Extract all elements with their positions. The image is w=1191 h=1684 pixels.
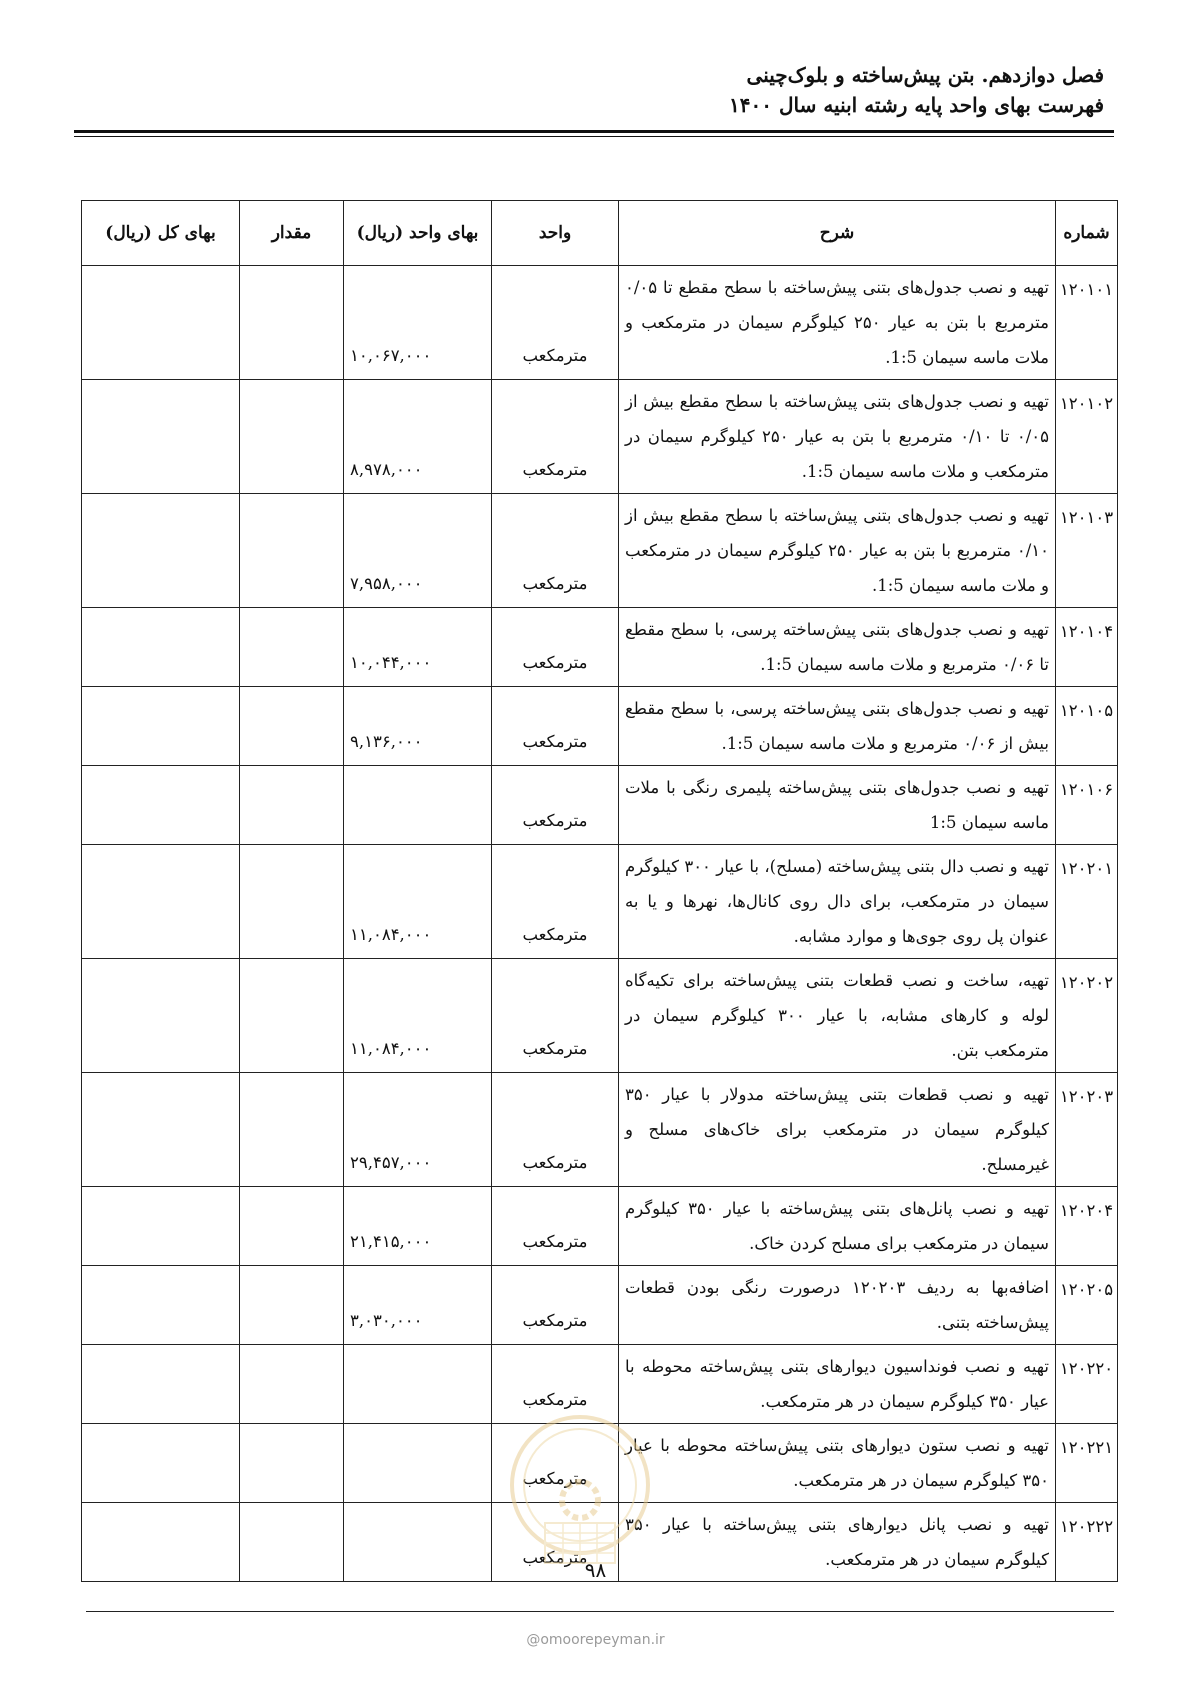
item-total-price[interactable] (82, 1187, 240, 1266)
header-rule-thick (74, 130, 1114, 133)
item-quantity[interactable] (240, 959, 344, 1073)
item-unit: مترمکعب (492, 380, 619, 494)
item-quantity[interactable] (240, 845, 344, 959)
item-description: تهیه و نصب جدول‌های بتنی پیش‌ساخته با سطح مقطع بیش از ۰/۰۵ تا ۰/۱۰ مترمربع با بتن به عیار ۲۵۰ کیلوگرم سیمان در مترمکعب و ملات ماسه سیمان 1:5. (619, 380, 1056, 494)
item-description: تهیه و نصب پانل دیوارهای بتنی پیش‌ساخته با عیار ۳۵۰ کیلوگرم سیمان در هر مترمکعب. (619, 1503, 1056, 1582)
item-total-price[interactable] (82, 959, 240, 1073)
item-unit-price: ۱۰,۰۶۷,۰۰۰ (344, 266, 492, 380)
item-unit-price (344, 1345, 492, 1424)
table-row (82, 687, 1118, 766)
item-quantity[interactable] (240, 1187, 344, 1266)
item-number: ۱۲۰۱۰۳ (1056, 494, 1118, 608)
item-quantity[interactable] (240, 766, 344, 845)
item-unit: مترمکعب (492, 608, 619, 687)
item-number: ۱۲۰۲۰۲ (1056, 959, 1118, 1073)
item-quantity[interactable] (240, 380, 344, 494)
item-number: ۱۲۰۲۲۰ (1056, 1345, 1118, 1424)
price-list-title: فهرست بهای واحد پایه رشته ابنیه سال ۱۴۰۰ (729, 93, 1104, 117)
item-quantity[interactable] (240, 266, 344, 380)
table-row (82, 959, 1118, 1073)
item-unit-price: ۸,۹۷۸,۰۰۰ (344, 380, 492, 494)
item-description: تهیه و نصب جدول‌های بتنی پیش‌ساخته پلیمری رنگی با ملات ماسه سیمان 1:5 (619, 766, 1056, 845)
item-description: تهیه و نصب جدول‌های بتنی پیش‌ساخته با سطح مقطع بیش از ۰/۱۰ مترمربع با بتن به عیار ۲۵۰ کیلوگرم سیمان در مترمکعب و ملات ماسه سیمان 1:5. (619, 494, 1056, 608)
item-quantity[interactable] (240, 1266, 344, 1345)
table-row (82, 1266, 1118, 1345)
item-description: تهیه و نصب جدول‌های بتنی پیش‌ساخته پرسی، با سطح مقطع تا ۰/۰۶ مترمربع و ملات ماسه سیمان 1:5. (619, 608, 1056, 687)
item-unit-price: ۱۱,۰۸۴,۰۰۰ (344, 959, 492, 1073)
item-description: تهیه و نصب پانل‌های بتنی پیش‌ساخته با عیار ۳۵۰ کیلوگرم سیمان در مترمکعب برای مسلح کردن خاک. (619, 1187, 1056, 1266)
item-unit: مترمکعب (492, 1073, 619, 1187)
item-number: ۱۲۰۲۰۳ (1056, 1073, 1118, 1187)
item-number: ۱۲۰۲۲۲ (1056, 1503, 1118, 1582)
item-total-price[interactable] (82, 1345, 240, 1424)
chapter-title: فصل دوازدهم. بتن پیش‌ساخته و بلوک‌چینی (746, 63, 1104, 87)
item-quantity[interactable] (240, 687, 344, 766)
item-unit: مترمکعب (492, 687, 619, 766)
item-unit: مترمکعب (492, 1345, 619, 1424)
column-header-quantity: مقدار (240, 201, 344, 266)
page-number: ۹۸ (584, 1558, 607, 1582)
item-unit: مترمکعب (492, 766, 619, 845)
item-number: ۱۲۰۲۰۴ (1056, 1187, 1118, 1266)
item-unit: مترمکعب (492, 266, 619, 380)
item-unit-price: ۹,۱۳۶,۰۰۰ (344, 687, 492, 766)
item-number: ۱۲۰۱۰۱ (1056, 266, 1118, 380)
item-unit-price (344, 1424, 492, 1503)
item-unit-price: ۷,۹۵۸,۰۰۰ (344, 494, 492, 608)
item-total-price[interactable] (82, 1424, 240, 1503)
header-rule-thin (74, 136, 1114, 137)
table-row (82, 608, 1118, 687)
table-row (82, 1187, 1118, 1266)
item-total-price[interactable] (82, 1073, 240, 1187)
item-unit: مترمکعب (492, 1187, 619, 1266)
item-unit: مترمکعب (492, 494, 619, 608)
table-row (82, 266, 1118, 380)
column-header-number: شماره (1056, 201, 1118, 266)
item-description: تهیه، ساخت و نصب قطعات بتنی پیش‌ساخته برای تکیه‌گاه لوله و کارهای مشابه، با عیار ۳۰۰ کیلوگرم سیمان در مترمکعب بتن. (619, 959, 1056, 1073)
item-quantity[interactable] (240, 1424, 344, 1503)
item-unit-price (344, 766, 492, 845)
page-header (729, 60, 1104, 120)
item-number: ۱۲۰۲۰۱ (1056, 845, 1118, 959)
table-row (82, 494, 1118, 608)
item-total-price[interactable] (82, 845, 240, 959)
item-description: اضافه‌بها به ردیف ۱۲۰۲۰۳ درصورت رنگی بودن قطعات پیش‌ساخته بتنی. (619, 1266, 1056, 1345)
website-watermark: @omoorepeyman.ir (526, 1632, 665, 1648)
table-row (82, 380, 1118, 494)
item-total-price[interactable] (82, 380, 240, 494)
item-description: تهیه و نصب دال بتنی پیش‌ساخته (مسلح)، با عیار ۳۰۰ کیلوگرم سیمان در مترمکعب، برای دال روی کانال‌ها، نهرها و یا به عنوان پل روی جوی‌ها و موارد مشابه. (619, 845, 1056, 959)
column-header-unit: واحد (492, 201, 619, 266)
item-unit: مترمکعب (492, 1424, 619, 1503)
item-number: ۱۲۰۱۰۵ (1056, 687, 1118, 766)
item-total-price[interactable] (82, 687, 240, 766)
item-unit-price: ۲۱,۴۱۵,۰۰۰ (344, 1187, 492, 1266)
column-header-unit-price: بهای واحد (ریال) (344, 201, 492, 266)
item-number: ۱۲۰۱۰۶ (1056, 766, 1118, 845)
table-row (82, 1073, 1118, 1187)
item-total-price[interactable] (82, 1266, 240, 1345)
item-unit-price: ۲۹,۴۵۷,۰۰۰ (344, 1073, 492, 1187)
item-unit: مترمکعب (492, 959, 619, 1073)
item-unit-price: ۱۱,۰۸۴,۰۰۰ (344, 845, 492, 959)
item-quantity[interactable] (240, 1073, 344, 1187)
item-unit-price: ۱۰,۰۴۴,۰۰۰ (344, 608, 492, 687)
item-total-price[interactable] (82, 266, 240, 380)
price-table (81, 200, 1118, 1582)
item-description: تهیه و نصب جدول‌های بتنی پیش‌ساخته پرسی، با سطح مقطع بیش از ۰/۰۶ مترمربع و ملات ماسه سیمان 1:5. (619, 687, 1056, 766)
item-description: تهیه و نصب جدول‌های بتنی پیش‌ساخته با سطح مقطع تا ۰/۰۵ مترمربع با بتن به عیار ۲۵۰ کیلوگرم سیمان در مترمکعب و ملات ماسه سیمان 1:5. (619, 266, 1056, 380)
item-description: تهیه و نصب فونداسیون دیوارهای بتنی پیش‌ساخته محوطه با عیار ۳۵۰ کیلوگرم سیمان در هر مترمکعب. (619, 1345, 1056, 1424)
item-unit: مترمکعب (492, 1266, 619, 1345)
item-number: ۱۲۰۱۰۴ (1056, 608, 1118, 687)
item-number: ۱۲۰۲۰۵ (1056, 1266, 1118, 1345)
footer-rule (86, 1611, 1114, 1612)
item-number: ۱۲۰۱۰۲ (1056, 380, 1118, 494)
item-quantity[interactable] (240, 1345, 344, 1424)
item-description: تهیه و نصب ستون دیوارهای بتنی پیش‌ساخته محوطه با عیار ۳۵۰ کیلوگرم سیمان در هر مترمکعب. (619, 1424, 1056, 1503)
item-unit-price: ۳,۰۳۰,۰۰۰ (344, 1266, 492, 1345)
table-row (82, 845, 1118, 959)
column-header-description: شرح (619, 201, 1056, 266)
table-row (82, 766, 1118, 845)
item-total-price[interactable] (82, 766, 240, 845)
column-header-total-price: بهای کل (ریال) (82, 201, 240, 266)
item-quantity[interactable] (240, 608, 344, 687)
item-description: تهیه و نصب قطعات بتنی پیش‌ساخته مدولار با عیار ۳۵۰ کیلوگرم سیمان در مترمکعب برای خاک‌های مسلح و غیرمسلح. (619, 1073, 1056, 1187)
item-unit: مترمکعب (492, 1503, 619, 1582)
item-quantity[interactable] (240, 494, 344, 608)
item-total-price[interactable] (82, 608, 240, 687)
table-header-row (82, 201, 1118, 266)
item-number: ۱۲۰۲۲۱ (1056, 1424, 1118, 1503)
item-total-price[interactable] (82, 494, 240, 608)
item-unit: مترمکعب (492, 845, 619, 959)
